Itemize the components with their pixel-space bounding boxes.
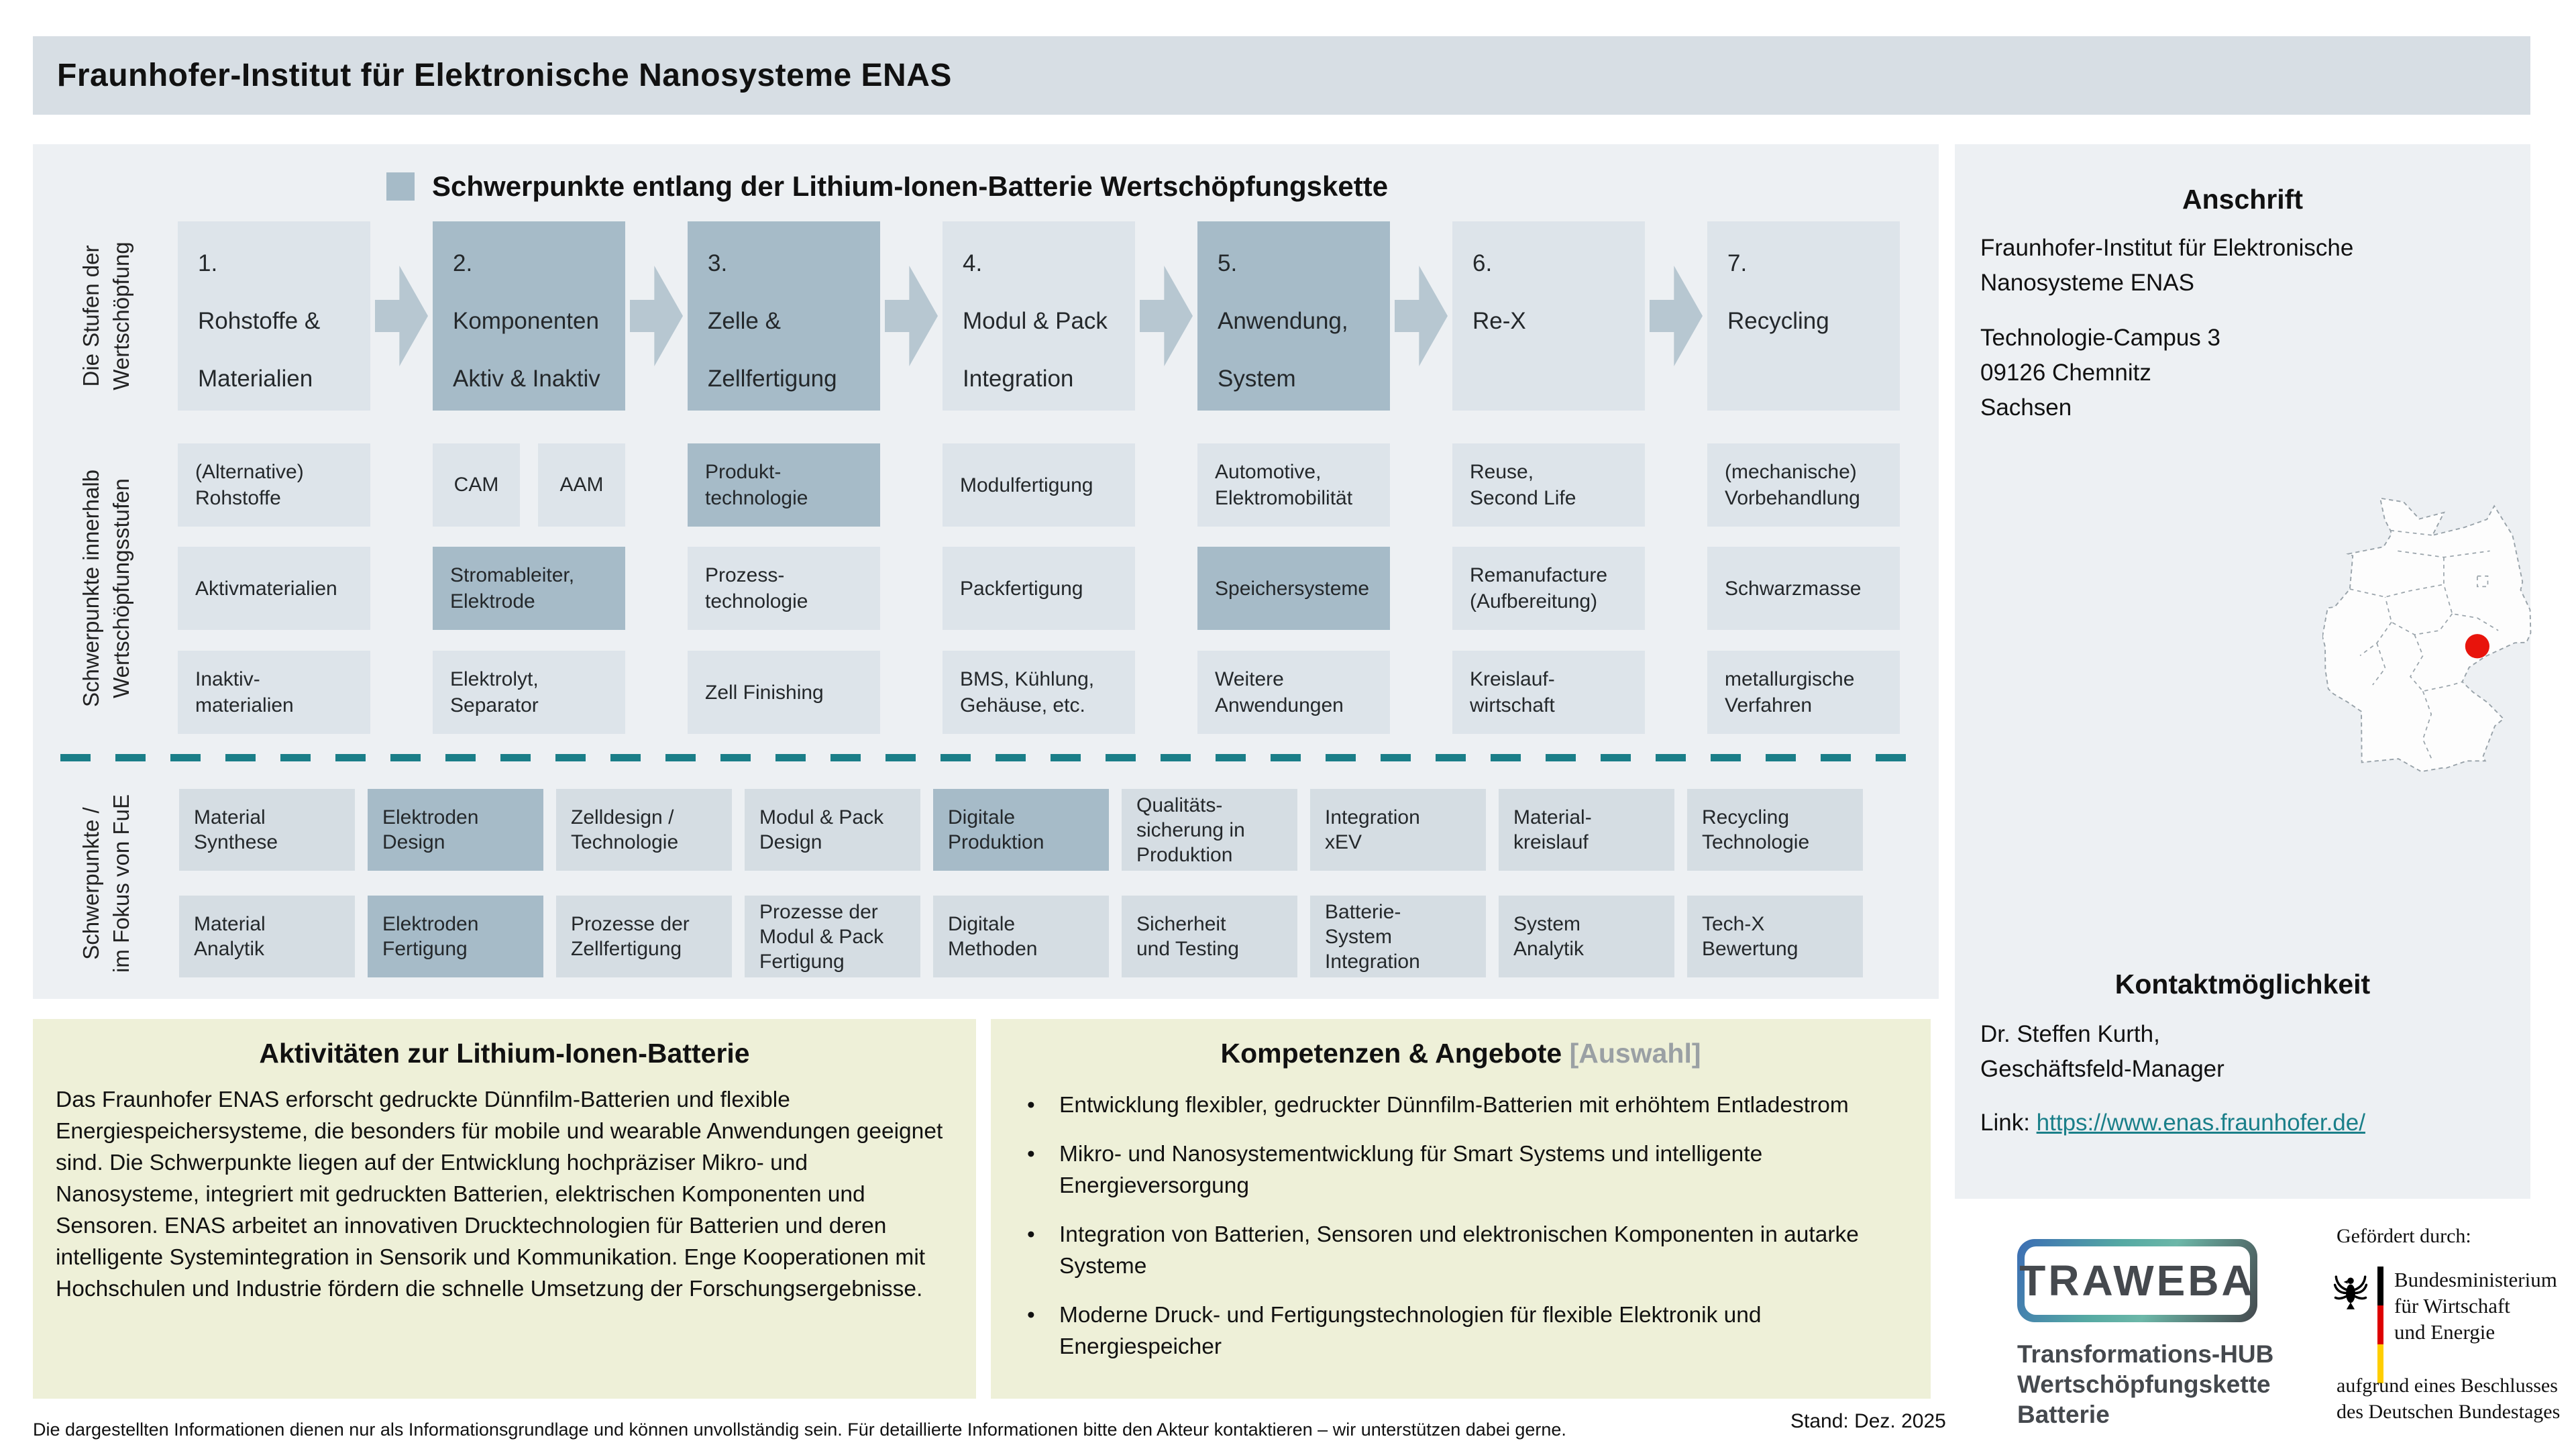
kompetenzen-section	[991, 1019, 1931, 1399]
fue-box: Zelldesign / Technologie	[556, 789, 732, 871]
ministry-logo	[2333, 1267, 2557, 1383]
page-title: Fraunhofer-Institut für Elektronische Nanosysteme ENAS	[57, 58, 952, 93]
list-item: • Moderne Druck- und Fertigungstechnologien für flexible Elektronik und Energiespeicher	[1018, 1299, 1904, 1362]
axis-label-sub: Schwerpunkte innerhalb Wertschöpfungsstufen	[78, 469, 133, 708]
sub-box: Inaktiv- materialien	[178, 651, 370, 734]
fue-box: Material Synthese	[179, 789, 355, 871]
aktivitaeten-title: Aktivitäten zur Lithium-Ionen-Batterie	[259, 1038, 750, 1069]
sub-box: BMS, Kühlung, Gehäuse, etc.	[943, 651, 1135, 734]
stage-7: 7. Recycling	[1707, 221, 1900, 411]
stage-5: 5. Anwendung, System	[1197, 221, 1390, 411]
sub-box: (Alternative) Rohstoffe	[178, 443, 370, 527]
stage-row	[178, 221, 1900, 411]
stage-2: 2. Komponenten Aktiv & Inaktiv	[433, 221, 625, 411]
header-bar	[33, 36, 2530, 115]
website-link[interactable]: https://www.enas.fraunhofer.de/	[2036, 1110, 2365, 1136]
kontakt-link-row: Link: https://www.enas.fraunhofer.de/	[1980, 1110, 2365, 1136]
fue-box: Prozesse der Zellfertigung	[556, 896, 732, 977]
sub-row-2	[178, 547, 1902, 630]
ministry-name: Bundesministerium für Wirtschaft und Energie	[2394, 1268, 2557, 1344]
kompetenzen-list	[1018, 1089, 1904, 1362]
sub-box: Stromableiter, Elektrode	[433, 547, 625, 630]
kontakt-person: Dr. Steffen Kurth, Geschäftsfeld-Manager	[1980, 1021, 2224, 1082]
fue-box: Elektroden Fertigung	[368, 896, 543, 977]
legend	[386, 170, 1388, 203]
sub-box: (mechanische) Vorbehandlung	[1707, 443, 1900, 527]
fue-box: Modul & Pack Design	[745, 789, 920, 871]
dashed-separator	[60, 754, 1907, 761]
fue-row-2	[179, 896, 1867, 977]
stage-6: 6. Re-X	[1452, 221, 1645, 411]
anschrift-address: Technologie-Campus 3 09126 Chemnitz Sachsen	[1980, 325, 2220, 421]
gefoerdert-label: Gefördert durch:	[2337, 1225, 2471, 1247]
fue-box: Tech-X Bewertung	[1687, 896, 1863, 977]
sub-box: Prozess- technologie	[688, 547, 880, 630]
arrow-right-icon	[1645, 221, 1707, 411]
sub-box: Remanufacture (Aufbereitung)	[1452, 547, 1645, 630]
anschrift-title: Anschrift	[2182, 184, 2303, 215]
stage-1: 1. Rohstoffe & Materialien	[178, 221, 370, 411]
sub-box: Aktivmaterialien	[178, 547, 370, 630]
stage-4: 4. Modul & Pack Integration	[943, 221, 1135, 411]
federal-eagle-icon	[2333, 1267, 2368, 1315]
sub-box: Zell Finishing	[688, 651, 880, 734]
sub-box: Weitere Anwendungen	[1197, 651, 1390, 734]
bundestag-note: aufgrund eines Beschlusses des Deutschen Bundestages	[2337, 1375, 2561, 1423]
fue-box: Batterie- System Integration	[1310, 896, 1486, 977]
germany-map	[2322, 492, 2532, 773]
fue-box: Elektroden Design	[368, 789, 543, 871]
sub-box: Produkt- technologie	[688, 443, 880, 527]
sub-row-3	[178, 651, 1902, 734]
sub-box: Modulfertigung	[943, 443, 1135, 527]
footer-disclaimer: Die dargestellten Informationen dienen nur als Informationsgrundlage und können unvollständig sein. Für detaillierte Informationen bitte den Akteur kontaktieren – wir unterstützen dabei gerne.	[33, 1419, 1566, 1440]
kontakt-title: Kontaktmöglichkeit	[2114, 969, 2371, 1000]
axis-label-fue: Schwerpunkte / im Fokus von FuE	[78, 794, 133, 973]
list-item: • Mikro- und Nanosystementwicklung für Smart Systems und intelligente Energieversorgung	[1018, 1138, 1904, 1201]
arrow-right-icon	[625, 221, 688, 411]
sub-box: Speichersysteme	[1197, 547, 1390, 630]
legend-title: Schwerpunkte entlang der Lithium-Ionen-Batterie Wertschöpfungskette	[432, 170, 1389, 202]
list-item: • Entwicklung flexibler, gedruckter Dünnfilm-Batterien mit erhöhtem Entladestrom	[1018, 1089, 1904, 1121]
traweba-subtitle: Transformations-HUB Wertschöpfungskette Batterie	[2017, 1340, 2274, 1428]
arrow-right-icon	[370, 221, 433, 411]
sub-box: Elektrolyt, Separator	[433, 651, 625, 734]
sub-box: Schwarzmasse	[1707, 547, 1900, 630]
fue-box: Qualitäts- sicherung in Produktion	[1122, 789, 1297, 871]
aktivitaeten-section	[33, 1019, 976, 1399]
sub-box-aam: AAM	[538, 443, 625, 527]
axis-label-stages: Die Stufen der Wertschöpfung	[78, 241, 133, 390]
arrow-right-icon	[880, 221, 943, 411]
fue-box: Material- kreislauf	[1499, 789, 1674, 871]
fue-box: Digitale Methoden	[933, 896, 1109, 977]
kompetenzen-title-suffix: [Auswahl]	[1569, 1038, 1701, 1069]
kompetenzen-title: Kompetenzen & Angebote [Auswahl]	[1220, 1038, 1701, 1069]
fue-box: System Analytik	[1499, 896, 1674, 977]
sub-box-cam: CAM	[433, 443, 520, 527]
anschrift-org: Fraunhofer-Institut für Elektronische Nanosysteme ENAS	[1980, 235, 2354, 296]
sub-box-split	[433, 443, 625, 527]
sub-box: Kreislauf- wirtschaft	[1452, 651, 1645, 734]
legend-swatch-icon	[386, 172, 415, 201]
footer-date: Stand: Dez. 2025	[1790, 1410, 1946, 1432]
traweba-logo	[2017, 1239, 2257, 1322]
list-item: • Integration von Batterien, Sensoren und elektronischen Komponenten in autarke Systeme	[1018, 1219, 1904, 1282]
fue-box: Sicherheit und Testing	[1122, 896, 1297, 977]
location-marker	[2465, 634, 2489, 658]
sub-box: metallurgische Verfahren	[1707, 651, 1900, 734]
fue-box: Material Analytik	[179, 896, 355, 977]
fue-box: Prozesse der Modul & Pack Fertigung	[745, 896, 920, 977]
stage-3: 3. Zelle & Zellfertigung	[688, 221, 880, 411]
flag-bar-icon	[2377, 1267, 2383, 1383]
germany-outline	[2322, 498, 2530, 771]
fue-box: Integration xEV	[1310, 789, 1486, 871]
arrow-right-icon	[1135, 221, 1197, 411]
fue-box: Digitale Produktion	[933, 789, 1109, 871]
traweba-wordmark: TRAWEBA	[2025, 1246, 2250, 1315]
fue-box: Recycling Technologie	[1687, 789, 1863, 871]
sub-row-1	[178, 443, 1902, 527]
aktivitaeten-body: Das Fraunhofer ENAS erforscht gedruckte Dünnfilm-Batterien und flexible Energiespeichersysteme, die besonders für mobile und wearable Anwendungen geeignet sind. Die Schwerpunkte liegen auf der Entwicklung hochpräziser Mikro- und Nanosysteme, integriert mit gedruckten Batterien, elektrischen Komponenten und Sensoren. ENAS arbeitet an innovativen Drucktechnologien für Batterien und deren intelligente Systemintegration in Sensorik und Kommunikation. Enge Kooperationen mit Hochschulen und Industrie fördern die schnelle Umsetzung der Forschungsergebnisse.	[56, 1087, 943, 1301]
arrow-right-icon	[1390, 221, 1452, 411]
sub-box: Packfertigung	[943, 547, 1135, 630]
fue-row-1	[179, 789, 1867, 871]
sub-box: Automotive, Elektromobilität	[1197, 443, 1390, 527]
sub-box: Reuse, Second Life	[1452, 443, 1645, 527]
